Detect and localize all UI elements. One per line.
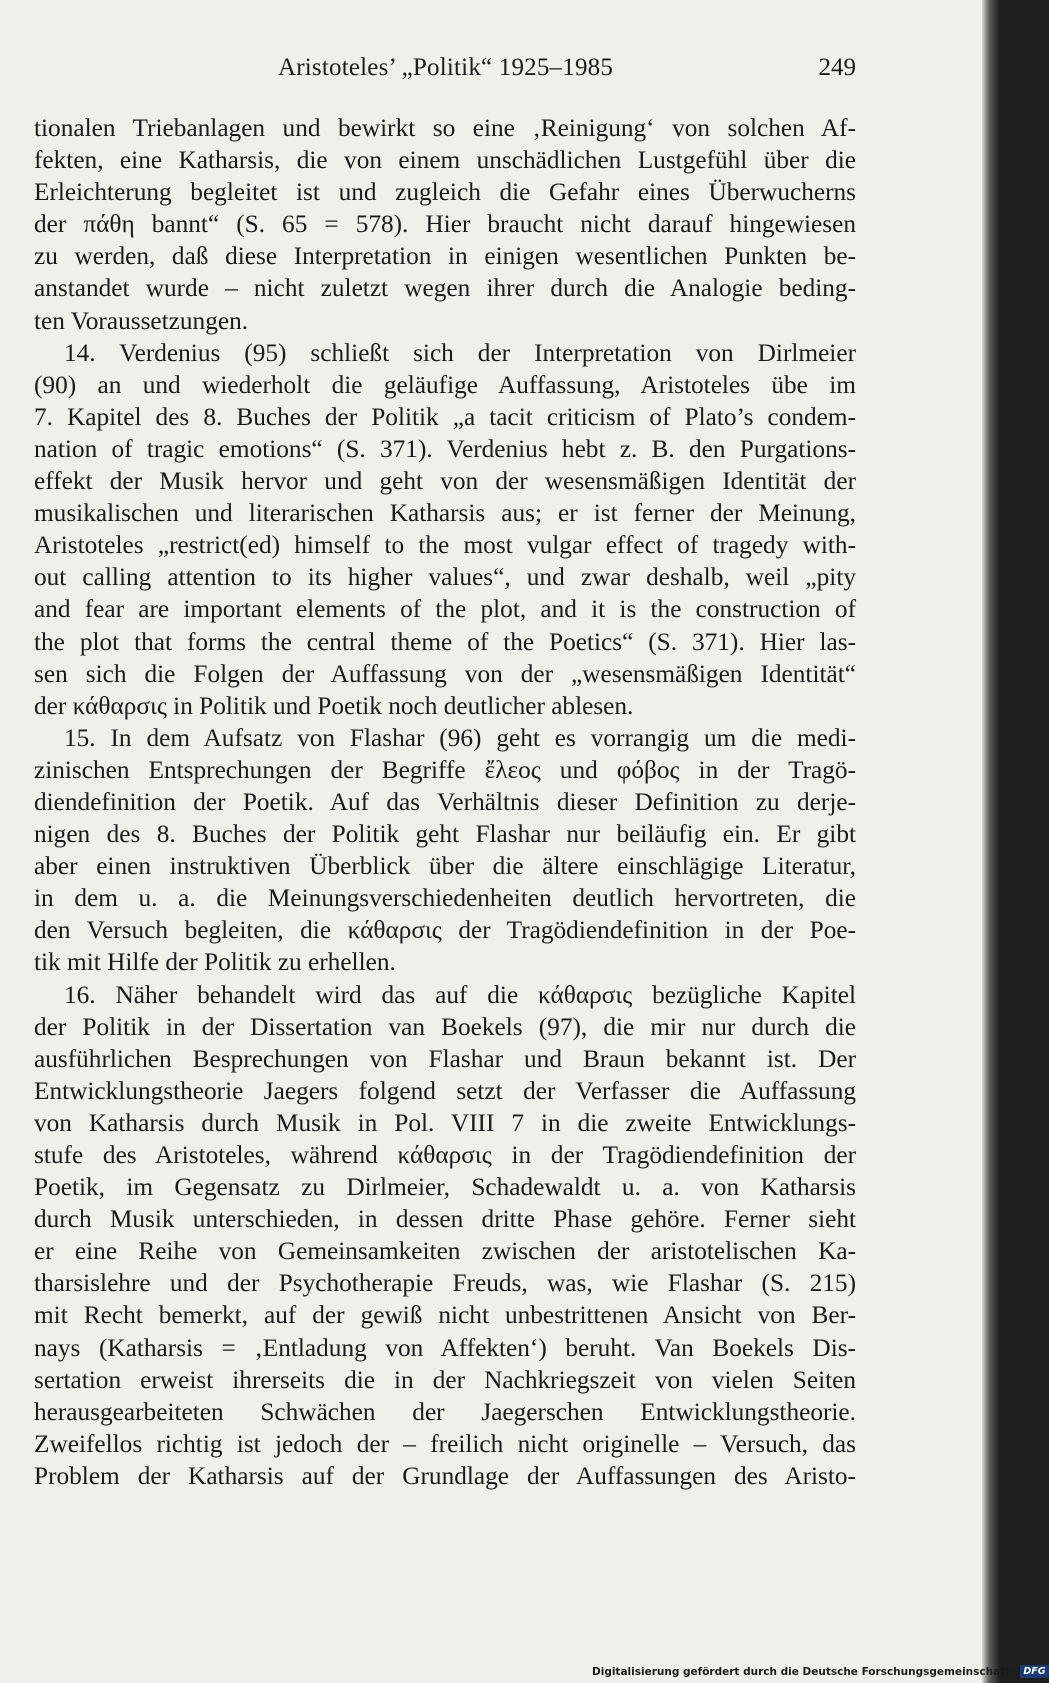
text-line: tharsislehre und der Psychotherapie Freuds, was, wie Flashar (S. 215) [34,1269,856,1298]
text-line: tionalen Triebanlagen und bewirkt so eine ‚Reinigung‘ von solchen Af- [34,114,856,142]
text-line: stufe des Aristoteles, während κάθαρσις in der Tragödiendefinition der [34,1141,856,1169]
text-line: anstandet wurde – nicht zuletzt wegen ihrer durch die Analogie beding- [34,274,856,303]
text-line: ausführlichen Besprechungen von Flashar und Braun bekannt ist. Der [34,1044,856,1073]
page-number: 249 [818,54,856,81]
text-line: 15. In dem Aufsatz von Flashar (96) geht es vorrangig um die medi- [64,723,856,752]
text-line: den Versuch begleiten, die κάθαρσις der Tragödiendefinition in der Poe- [34,916,856,945]
text-line: der Politik in der Dissertation van Boekels (97), die mir nur durch die [34,1012,856,1041]
text-line: 7. Kapitel des 8. Buches der Politik „a tacit criticism of Plato’s condem- [34,402,856,431]
text-line: er eine Reihe von Gemeinsamkeiten zwischen der aristotelischen Ka- [34,1237,856,1266]
text-line: der κάθαρσις in Politik und Poetik noch deutlicher ablesen. [34,691,634,720]
credit-text: Digitalisierung gefördert durch die Deutsche Forschungsgemeinschaft · [592,1665,1018,1678]
text-line: fekten, eine Katharsis, die von einem unschädlichen Lustgefühl über die [34,146,856,175]
text-line: mit Recht bemerkt, auf der gewiß nicht unbestrittenen Ansicht von Ber- [34,1301,856,1330]
text-line: 16. Näher behandelt wird das auf die κάθαρσις bezügliche Kapitel [64,980,856,1009]
text-line: von Katharsis durch Musik in Pol. VIII 7 in die zweite Entwicklungs- [34,1108,856,1137]
text-line: zinischen Entsprechungen der Begriffe ἔλεος und φόβος in der Tragö- [34,755,856,784]
digitization-credit [592,1665,1046,1681]
text-line: diendefinition der Poetik. Auf das Verhältnis dieser Definition zu derje- [34,787,856,816]
text-line: out calling attention to its higher values“, und zwar deshalb, weil „pity [34,563,856,592]
text-line: musikalischen und literarischen Katharsis aus; er ist ferner der Meinung, [34,499,856,528]
text-line: effekt der Musik hervor und geht von der wesensmäßigen Identität der [34,467,856,496]
text-line: Aristoteles „restrict(ed) himself to the most vulgar effect of tragedy with- [34,531,856,560]
text-line: nays (Katharsis = ‚Entladung von Affekten‘) beruht. Van Boekels Dis- [34,1333,856,1362]
text-line: nation of tragic emotions“ (S. 371). Verdenius hebt z. B. den Purgations- [34,434,856,463]
text-line: Erleichterung begleitet ist und zugleich die Gefahr eines Überwucherns [34,178,856,207]
text-line: (90) an und wiederholt die geläufige Auffassung, Aristoteles übe im [34,370,856,399]
text-line: Zweifellos richtig ist jedoch der – freilich nicht originelle – Versuch, das [34,1429,856,1458]
dfg-logo-icon: DFG [1020,1665,1048,1678]
text-line: Entwicklungstheorie Jaegers folgend setzt der Verfasser die Auffassung [34,1076,856,1105]
running-header [34,54,856,90]
text-line: sen sich die Folgen der Auffassung von der „wesensmäßigen Identität“ [34,659,856,688]
text-line: in dem u. a. die Meinungsverschiedenheiten deutlich hervortreten, die [34,884,856,913]
text-line: herausgearbeiteten Schwächen der Jaegerschen Entwicklungstheorie. [34,1397,856,1426]
text-line: ten Voraussetzungen. [34,306,249,335]
text-line: Poetik, im Gegensatz zu Dirlmeier, Schadewaldt u. a. von Katharsis [34,1173,856,1202]
scan-edge [982,0,1000,1683]
body-text [34,112,856,1492]
text-line: der πάθη bannt“ (S. 65 = 578). Hier braucht nicht darauf hingewiesen [34,210,856,239]
text-line: nigen des 8. Buches der Politik geht Flashar nur beiläufig ein. Er gibt [34,820,856,849]
text-line: 14. Verdenius (95) schließt sich der Interpretation von Dirlmeier [64,338,856,367]
running-title: Aristoteles’ „Politik“ 1925–1985 [278,54,614,81]
text-line: tik mit Hilfe der Politik zu erhellen. [34,948,396,977]
text-line: Problem der Katharsis auf der Grundlage der Auffassungen des Aristo- [34,1461,856,1490]
text-line: the plot that forms the central theme of the Poetics“ (S. 371). Hier las- [34,627,856,656]
text-line: sertation erweist ihrerseits die in der Nachkriegszeit von vielen Seiten [34,1365,856,1394]
text-line: durch Musik unterschieden, in dessen dritte Phase gehöre. Ferner sieht [34,1205,856,1234]
text-line: zu werden, daß diese Interpretation in einigen wesentlichen Punkten be- [34,242,856,271]
text-line: aber einen instruktiven Überblick über die ältere einschlägige Literatur, [34,852,856,881]
text-line: and fear are important elements of the plot, and it is the construction of [34,595,856,624]
